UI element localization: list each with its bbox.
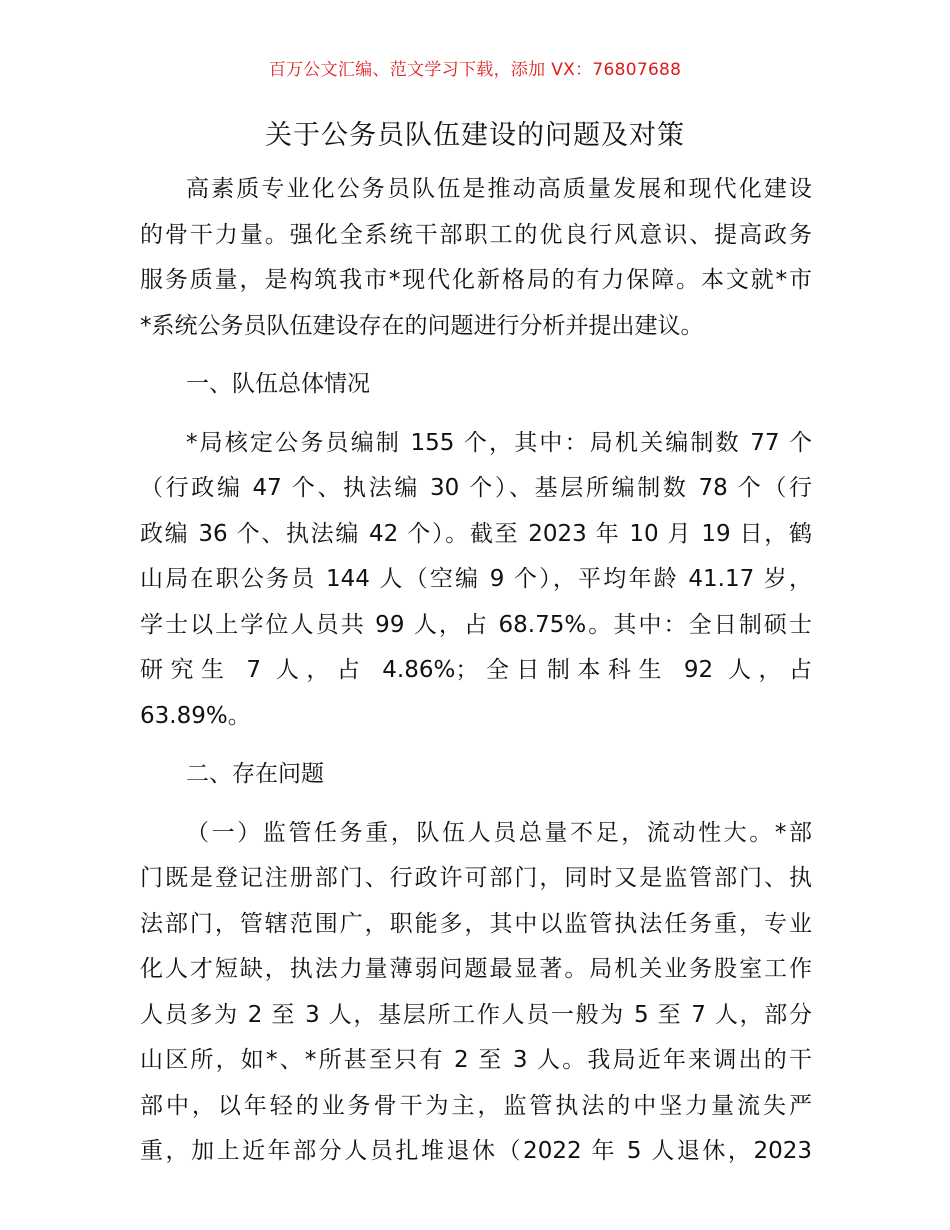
text-line: 山区所，如*、*所甚至只有 2 至 3 人。我局近年来调出的干 xyxy=(140,1047,812,1073)
text-line: *局核定公务员编制 155 个，其中：局机关编制数 77 个 xyxy=(186,429,812,456)
paragraph-problems xyxy=(140,811,812,1175)
text-line: *系统公务员队伍建设存在的问题进行分析并提出建议。 xyxy=(140,312,704,339)
paragraph-intro xyxy=(140,167,812,349)
text-line: 的骨干力量。强化全系统干部职工的优良行风意识、提高政务 xyxy=(140,221,812,248)
text-line: 高素质专业化公务员队伍是推动高质量发展和现代化建设 xyxy=(186,176,812,202)
text-line: 服务质量，是构筑我市*现代化新格局的有力保障。本文就*市 xyxy=(140,267,812,293)
paragraph-overview xyxy=(140,421,812,740)
text-line: 化人才短缺，执法力量薄弱问题最显著。局机关业务股室工作 xyxy=(140,956,812,982)
section-heading-problems: 二、存在问题 xyxy=(186,761,324,787)
watermark-header: 百万公文汇编、范文学习下载，添加 VX：76807688 xyxy=(268,60,682,80)
text-line: 门既是登记注册部门、行政许可部门，同时又是监管部门、执 xyxy=(140,865,812,891)
text-line: 人员多为 2 至 3 人，基层所工作人员一般为 5 至 7 人，部分 xyxy=(140,1001,812,1028)
text-line: 法部门，管辖范围广，职能多，其中以监管执法任务重，专业 xyxy=(140,910,812,937)
text-line: 学士以上学位人员共 99 人，占 68.75%。其中：全日制硕士 xyxy=(140,611,812,638)
text-line: 山局在职公务员 144 人（空编 9 个），平均年龄 41.17 岁， xyxy=(140,566,812,592)
text-line: 研究生 7 人，占 4.86%；全日制本科生 92 人，占 xyxy=(140,657,812,683)
section-heading-overview: 一、队伍总体情况 xyxy=(186,371,370,397)
document-title: 关于公务员队伍建设的问题及对策 xyxy=(265,120,685,151)
text-line: （一）监管任务重，队伍人员总量不足，流动性大。*部 xyxy=(186,819,812,846)
text-line: 重，加上近年部分人员扎堆退休（2022 年 5 人退休，2023 xyxy=(140,1138,812,1164)
text-line: 63.89%。 xyxy=(140,702,251,729)
document-body xyxy=(140,167,812,1175)
text-line: （行政编 47 个、执法编 30 个）、基层所编制数 78 个（行 xyxy=(140,475,812,501)
text-line: 政编 36 个、执法编 42 个）。截至 2023 年 10 月 19 日，鹤 xyxy=(140,520,812,547)
text-line: 部中，以年轻的业务骨干为主，监管执法的中坚力量流失严 xyxy=(140,1092,812,1119)
